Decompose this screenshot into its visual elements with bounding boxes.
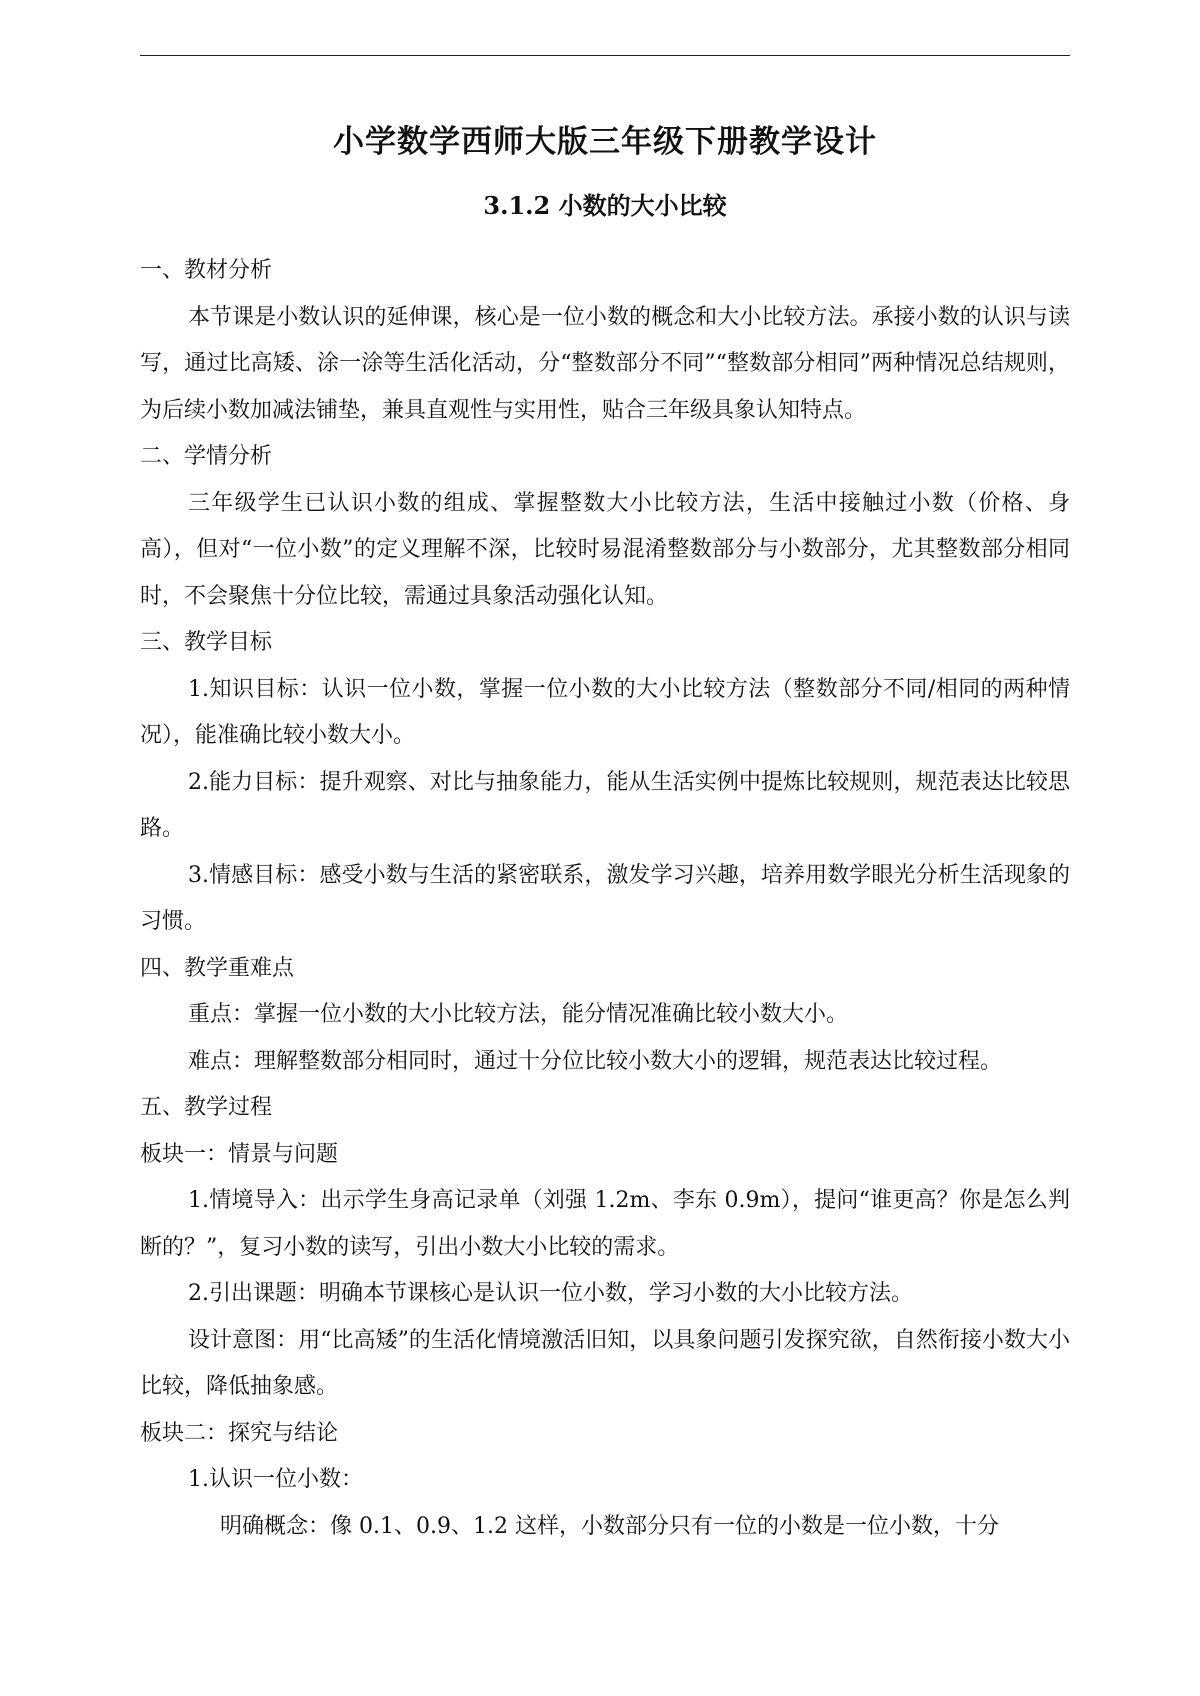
document-body (140, 248, 1070, 1550)
subsection-heading: 板块一：情景与问题 (140, 1141, 339, 1167)
paragraph: 本节课是小数认识的延伸课，核心是一位小数的概念和大小比较方法。承接小数的认识与读写，通过比高矮、涂一涂等生活化活动，分“整数部分不同”“整数部分相同”两种情况总结规则，为后续小数加减法铺垫，兼具直观性与实用性，贴合三年级具象认知特点。 (140, 304, 1070, 423)
section-heading: 四、教学重难点 (140, 955, 295, 981)
paragraph: 三年级学生已认识小数的组成、掌握整数大小比较方法，生活中接触过小数（价格、身高），但对“一位小数”的定义理解不深，比较时易混淆整数部分与小数部分，尤其整数部分相同时，不会聚焦十分位比较，需通过具象活动强化认知。 (140, 490, 1070, 609)
paragraph: 重点：掌握一位小数的大小比较方法，能分情况准确比较小数大小。 (188, 1002, 849, 1027)
paragraph: 2.能力目标：提升观察、对比与抽象能力，能从生活实例中提炼比较规则，规范表达比较思路。 (140, 769, 1070, 841)
paragraph: 2.引出课题：明确本节课核心是认识一位小数，学习小数的大小比较方法。 (188, 1281, 913, 1306)
paragraph: 1.知识目标：认识一位小数，掌握一位小数的大小比较方法（整数部分不同/相同的两种情况），能准确比较小数大小。 (140, 676, 1070, 748)
header-rule (140, 55, 1070, 56)
section-heading: 二、学情分析 (140, 444, 273, 469)
document-subtitle: 3.1.2 小数的大小比较 (483, 191, 727, 220)
paragraph: 设计意图：用“比高矮”的生活化情境激活旧知，以具象问题引发探究欲，自然衔接小数大小比较，降低抽象感。 (140, 1327, 1070, 1399)
paragraph: 1.情境导入：出示学生身高记录单（刘强 1.2m、李东 0.9m），提问“谁更高？你是怎么判断的？”，复习小数的读写，引出小数大小比较的需求。 (140, 1188, 1070, 1260)
section-heading: 三、教学目标 (140, 630, 273, 655)
section-heading: 五、教学过程 (140, 1095, 273, 1120)
section-heading: 一、教材分析 (140, 258, 273, 283)
paragraph: 3.情感目标：感受小数与生活的紧密联系，激发学习兴趣，培养用数学眼光分析生活现象的习惯。 (140, 862, 1070, 934)
paragraph: 1.认识一位小数： (188, 1467, 363, 1492)
paragraph: 明确概念：像 0.1、0.9、1.2 这样，小数部分只有一位的小数是一位小数，十分 (220, 1513, 999, 1539)
document-title: 小学数学西师大版三年级下册教学设计 (333, 124, 877, 160)
paragraph: 难点：理解整数部分相同时，通过十分位比较小数大小的逻辑，规范表达比较过程。 (188, 1048, 1003, 1074)
subsection-heading: 板块二：探究与结论 (140, 1420, 339, 1446)
